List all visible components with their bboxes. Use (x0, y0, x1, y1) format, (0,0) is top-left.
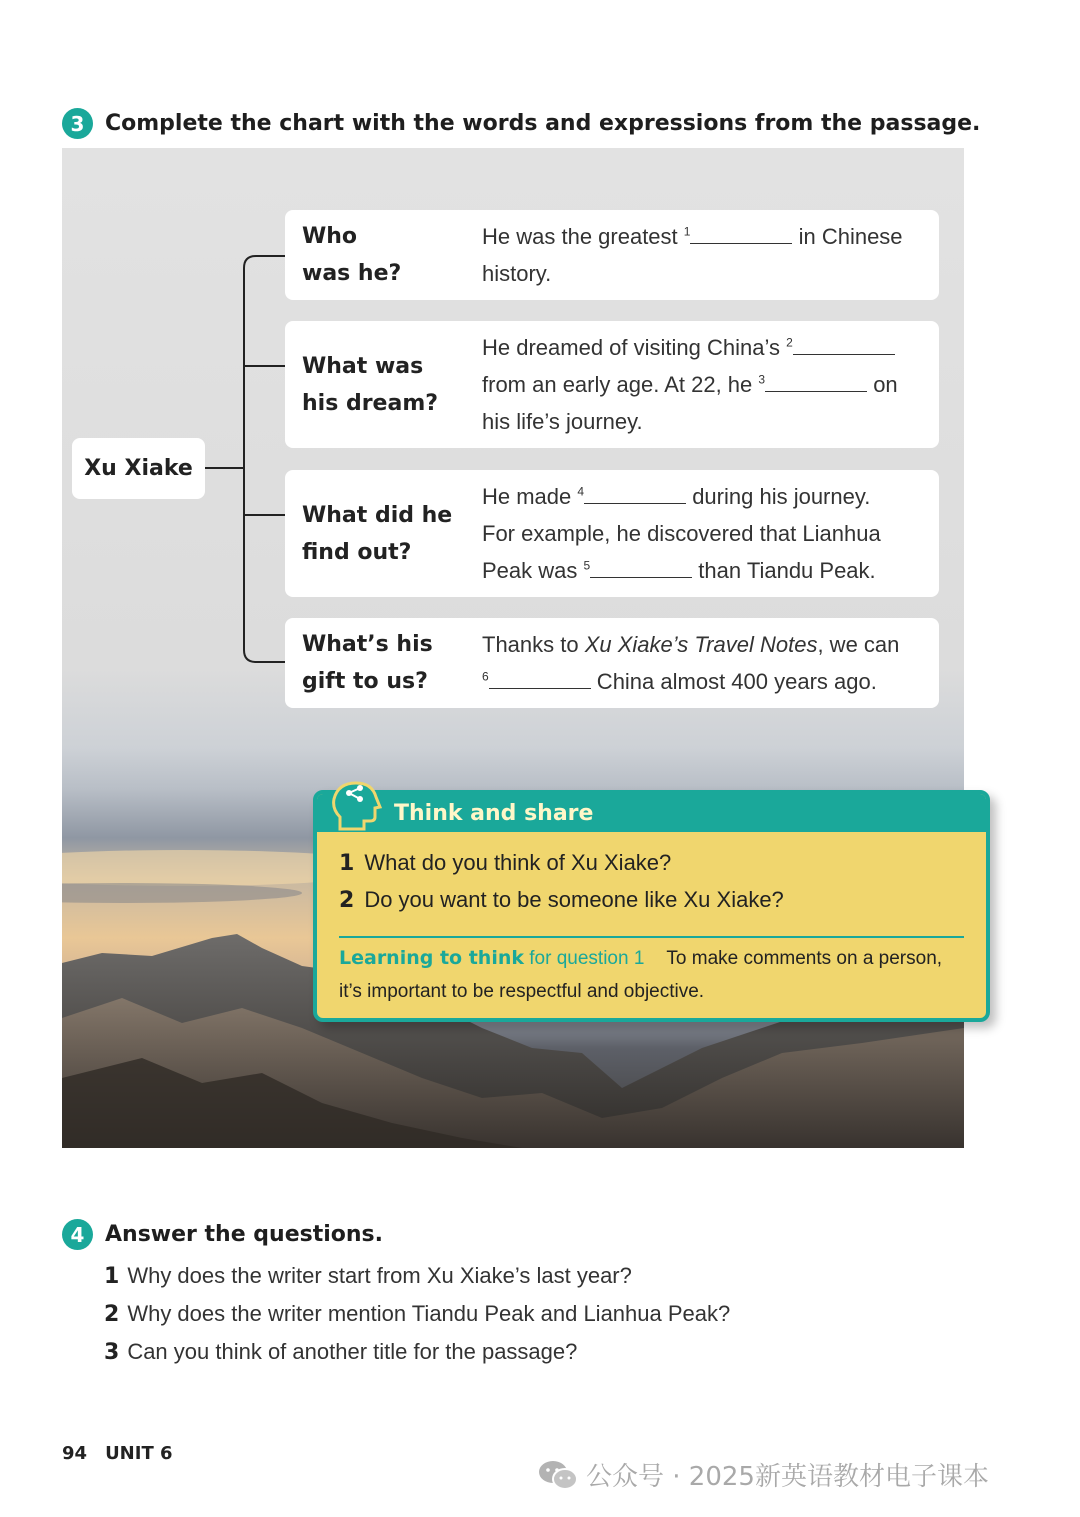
list-item: 1 Why does the writer start from Xu Xiake’s last year? (104, 1263, 632, 1289)
wechat-icon (538, 1459, 578, 1491)
answer-text-segment: China almost 400 years ago. (590, 669, 877, 694)
answer-line (482, 366, 939, 403)
list-item: 2 Why does the writer mention Tiandu Peak and Lianhua Peak? (104, 1301, 731, 1327)
chart-node-who (285, 210, 939, 300)
answer-text-segment: in Chinese (792, 224, 903, 249)
question-label: What did he find out? (302, 502, 453, 565)
answer-text-segment: He dreamed of visiting China’s (482, 335, 787, 360)
answer-text (482, 218, 939, 292)
answer-text-segment: from an early age. At 22, he (482, 372, 759, 397)
think-question: 2 Do you want to be someone like Xu Xiake? (339, 887, 784, 913)
blank-number: 3 (758, 372, 766, 387)
fill-in-blank[interactable] (590, 556, 692, 578)
answer-text-segment: during his journey. (686, 484, 871, 509)
exercise-3-instruction: Complete the chart with the words and expressions from the passage. (105, 111, 981, 136)
chart-node-dream (285, 321, 939, 448)
answer-text-segment: his life’s journey. (482, 409, 643, 434)
think-and-share-header (317, 794, 986, 832)
blank-number: 1 (683, 224, 691, 239)
think-question: 1 What do you think of Xu Xiake? (339, 850, 672, 876)
watermark (538, 1456, 989, 1493)
answer-text-segment: He was the greatest (482, 224, 684, 249)
answer-text (482, 626, 939, 700)
think-and-share-title: Think and share (394, 800, 594, 826)
question-label: What was his dream? (302, 353, 439, 416)
answer-text-segment: , we can (817, 632, 900, 657)
question-list (104, 1257, 730, 1371)
book-title: Xu Xiake’s Travel Notes (584, 632, 818, 657)
answer-text-segment: on (867, 372, 898, 397)
fill-in-blank[interactable] (690, 222, 792, 244)
blank-number: 4 (577, 484, 585, 499)
chart-node-find-out (285, 470, 939, 597)
fill-in-blank[interactable] (793, 333, 895, 355)
fill-in-blank[interactable] (489, 667, 591, 689)
question-label: Who was he? (302, 224, 402, 286)
page-footer (62, 1443, 173, 1464)
fill-in-blank[interactable] (765, 370, 867, 392)
answer-text-segment: history. (482, 261, 552, 286)
answer-text (482, 478, 939, 589)
blank-number: 6 (482, 669, 489, 684)
fill-in-blank[interactable] (584, 482, 686, 504)
answer-text-segment: Peak was (482, 558, 584, 583)
think-and-share-box (313, 790, 990, 1022)
chart-node-gift (285, 618, 939, 708)
exercise-number-badge: 4 (62, 1219, 93, 1250)
answer-text-segment: For example, he discovered that Lianhua (482, 521, 881, 546)
answer-line (482, 478, 939, 515)
blank-number: 2 (786, 335, 793, 350)
question-label: What’s his gift to us? (302, 632, 433, 694)
divider (339, 936, 964, 938)
answer-text (482, 329, 939, 440)
unit-label: UNIT 6 (105, 1443, 173, 1464)
answer-text-segment: He made (482, 484, 578, 509)
exercise-4-heading (62, 1219, 383, 1250)
answer-text-segment: Thanks to (482, 632, 585, 657)
blank-number: 5 (583, 558, 591, 573)
exercise-number-badge: 3 (62, 108, 93, 139)
exercise-4-instruction: Answer the questions. (105, 1222, 384, 1247)
learning-to-think-note: Learning to think for question 1 To make comments on a person, it’s important to be respectful and objective. (339, 947, 943, 1002)
answer-line (482, 403, 939, 440)
head-share-icon (330, 779, 384, 833)
answer-text-segment: than Tiandu Peak. (692, 558, 876, 583)
page-number: 94 (62, 1443, 88, 1464)
answer-line (482, 663, 939, 700)
answer-line (482, 515, 939, 552)
answer-line (482, 329, 939, 366)
watermark-text: 公众号 · 2025新英语教材电子课本 (586, 1462, 989, 1492)
answer-line (482, 552, 939, 589)
answer-line (482, 626, 939, 663)
list-item: 3 Can you think of another title for the passage? (104, 1339, 578, 1365)
answer-line (482, 255, 939, 292)
answer-line (482, 218, 939, 255)
chart-root-node: Xu Xiake (72, 438, 205, 499)
